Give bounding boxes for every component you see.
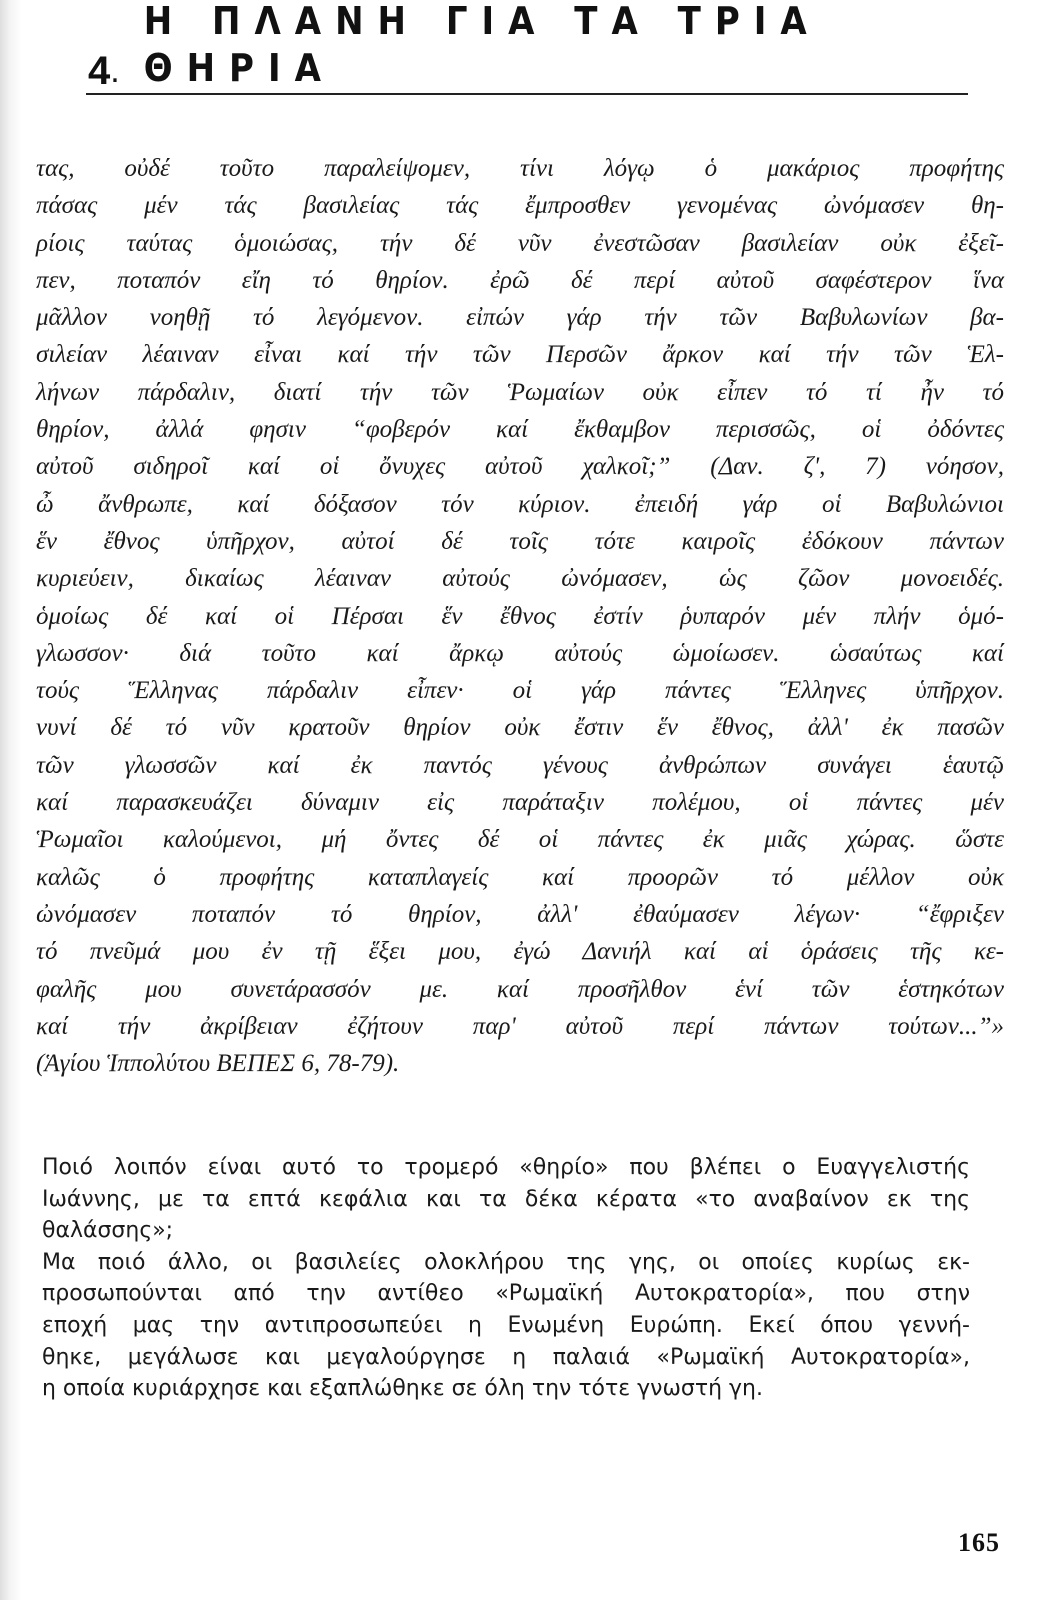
body-line: η οποία κυριάρχησε και εξαπλώθηκε σε όλη την τότε γνωστή γη. <box>42 1376 763 1402</box>
quote-line: ἕν ἔθνος ὑπῆρχον, αὐτοί δέ τοῖς τότε καιροῖς ἐδόκουν πάντων <box>36 527 1004 555</box>
quote-line: τό πνεῦμά μου ἐν τῇ ἕξει μου, ἐγώ Δανιήλ καί αἱ ὁράσεις τῆς κε- <box>36 938 1004 966</box>
page-number: 165 <box>958 1528 1000 1557</box>
quote-line: ὠνόμασεν ποταπόν τό θηρίον, ἀλλ' ἐθαύμασεν λέγων· “ἔφριξεν <box>36 900 1004 928</box>
chapter-number: 4 <box>88 49 111 93</box>
quote-line: φαλῆς μου συνετάρασσόν με. καί προσῆλθον ἑνί τῶν ἑστηκότων <box>36 975 1004 1003</box>
quote-line: καί τήν ἀκρίβειαν ἐζήτουν παρ' αὐτοῦ περί πάντων τούτων...”» <box>36 1012 1004 1040</box>
body-line: προσωπούνται από την αντίθεο «Ρωμαϊκή Αυτοκρατορία», που στην <box>42 1281 970 1307</box>
quote-line: κυριεύειν, δικαίως λέαιναν αὐτούς ὠνόμασεν, ὡς ζῶον μονοειδές. <box>36 565 1004 593</box>
header-divider <box>86 93 968 95</box>
chapter-title: Η ΠΛΑΝΗ ΓΙΑ ΤΑ ΤΡΙΑ ΘΗΡΙΑ <box>143 0 821 91</box>
body-line: Ιωάννης, με τα επτά κεφάλια και τα δέκα κέρατα «το αναβαίνον εκ της <box>42 1186 970 1212</box>
body-line: θηκε, μεγάλωσε και μεγαλούργησε η παλαιά «Ρωμαϊκή Αυτοκρατορία», <box>42 1344 970 1370</box>
chapter-header <box>88 0 968 93</box>
quote-line: καί παρασκευάζει δύναμιν εἰς παράταξιν πολέμου, οἱ πάντες μέν <box>36 789 1004 817</box>
quoted-passage <box>20 150 1004 1082</box>
quote-line: τας, οὐδέ τοῦτο παραλείψομεν, τίνι λόγῳ ὁ μακάριος προφήτης <box>36 155 1004 182</box>
quote-line: καλῶς ὁ προφήτης καταπλαγείς καί προορῶν τό μέλλον οὐκ <box>36 863 1004 891</box>
quote-citation: (Ἁγίου Ἱππολύτου ΒΕΠΕΣ 6, 78-79). <box>36 1050 400 1078</box>
quote-line: ὦ ἄνθρωπε, καί δόξασον τόν κύριον. ἐπειδή γάρ οἱ Βαβυλώνιοι <box>36 490 1004 518</box>
body-paragraphs <box>22 1152 970 1405</box>
body-line: εποχή μας την αντιπροσωπεύει η Ενωμένη Ευρώπη. Εκεί όπου γεννή- <box>42 1312 970 1338</box>
chapter-number-dot: . <box>110 52 120 90</box>
quote-line: τῶν γλωσσῶν καί ἐκ παντός γένους ἀνθρώπων συνάγει ἑαυτῷ <box>36 751 1004 779</box>
quote-line: μᾶλλον νοηθῇ τό λεγόμενον. εἰπών γάρ τήν τῶν Βαβυλωνίων βα- <box>36 304 1004 332</box>
quote-line: γλωσσον· διά τοῦτο καί ἄρκῳ αὐτούς ὡμοίωσεν. ὡσαύτως καί <box>36 639 1004 667</box>
quote-line: πεν, ποταπόν εἴη τό θηρίον. ἐρῶ δέ περί αὐτοῦ σαφέστερον ἵνα <box>36 266 1004 294</box>
quote-line: λήνων πάρδαλιν, διατί τήν τῶν Ῥωμαίων οὐκ εἶπεν τό τί ἦν τό <box>36 378 1004 406</box>
body-line: Μα ποιό άλλο, οι βασιλείες ολοκλήρου της γης, οι οποίες κυρίως εκ- <box>42 1249 970 1275</box>
body-line: θαλάσσης»; <box>42 1218 174 1244</box>
quote-line: νυνί δέ τό νῦν κρατοῦν θηρίον οὐκ ἔστιν ἕν ἔθνος, ἀλλ' ἐκ πασῶν <box>36 714 1004 742</box>
quote-line: τούς Ἕλληνας πάρδαλιν εἶπεν· οἱ γάρ πάντες Ἕλληνες ὑπῆρχον. <box>36 677 1004 705</box>
quote-line: θηρίον, ἀλλά φησιν “φοβερόν καί ἔκθαμβον περισσῶς, οἱ ὀδόντες <box>36 416 1004 444</box>
quote-line: Ῥωμαῖοι καλούμενοι, μή ὄντες δέ οἱ πάντες ἐκ μιᾶς χώρας. ὥστε <box>36 826 1004 854</box>
quote-line: σιλείαν λέαιναν εἶναι καί τήν τῶν Περσῶν ἄρκον καί τήν τῶν Ἑλ- <box>36 341 1004 369</box>
quote-line: αὐτοῦ σιδηροῖ καί οἱ ὄνυχες αὐτοῦ χαλκοῖ;” (Δαν. ζ', 7) νόησον, <box>36 453 1004 481</box>
quote-line: ὁμοίως δέ καί οἱ Πέρσαι ἕν ἔθνος ἐστίν ῥυπαρόν μέν πλήν ὁμό- <box>36 602 1004 630</box>
body-line: Ποιό λοιπόν είναι αυτό το τρομερό «θηρίο» που βλέπει ο Ευαγγελιστής <box>42 1155 970 1180</box>
quote-line: ρίοις ταύτας ὁμοιώσας, τήν δέ νῦν ἐνεστῶσαν βασιλείαν οὐκ ἐξεῖ- <box>36 229 1004 257</box>
quote-line: πάσας μέν τάς βασιλείας τάς ἔμπροσθεν γενομένας ὠνόμασεν θη- <box>36 192 1004 220</box>
